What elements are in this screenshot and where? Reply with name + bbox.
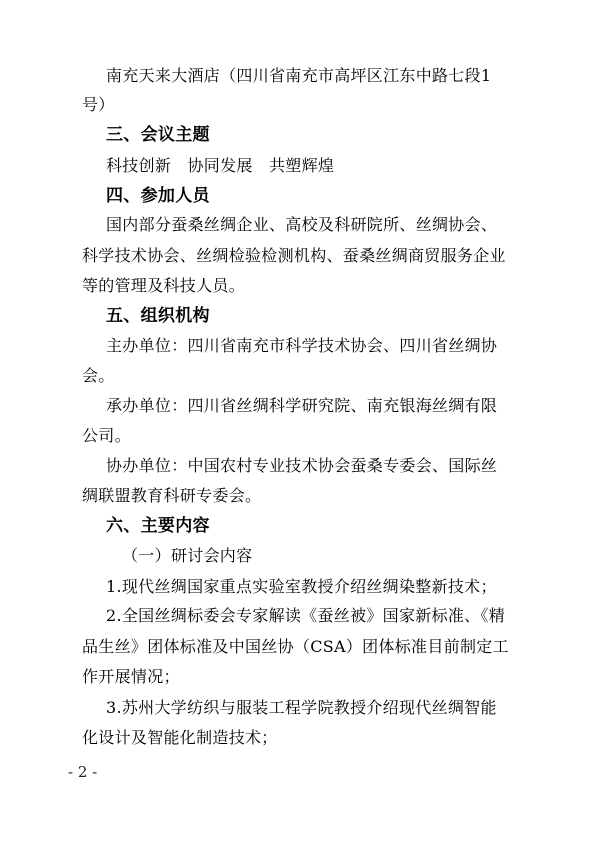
text-line: 南充天来大酒店（四川省南充市高坪区江东中路七段1 [106,66,492,85]
text-line: 3.苏州大学纺织与服装工程学院教授介绍现代丝绸智能 [106,698,497,717]
section-heading: 三、会议主题 [106,125,210,145]
text-line: 化设计及智能化制造技术； [82,728,278,747]
text-line: 绸联盟教育科研专委会。 [82,486,262,505]
text-line: 会。 [82,366,115,385]
text-line: 科技创新 协同发展 共塑辉煌 [106,156,335,175]
sub-heading: （一）研讨会内容 [122,546,253,565]
text-line: 1.现代丝绸国家重点实验室教授介绍丝绸染整新技术； [106,577,497,596]
text-line: 主办单位：四川省南充市科学技术协会、四川省丝绸协 [106,336,498,355]
text-line: 号） [82,95,115,114]
section-heading: 四、参加人员 [106,186,210,206]
text-line: 作开展情况； [82,667,180,686]
page-number: - 2 - [68,763,98,781]
text-line: 国内部分蚕桑丝绸企业、高校及科研院所、丝绸协会、 [106,215,498,234]
section-heading: 六、主要内容 [106,516,210,536]
text-line: 协办单位：中国农村专业技术协会蚕桑专委会、国际丝 [106,456,498,475]
section-heading: 五、组织机构 [106,306,210,326]
text-line: 2.全国丝绸标委会专家解读《蚕丝被》国家新标准、《精 [106,606,506,625]
text-line: 公司。 [82,426,131,445]
text-line: 科学技术协会、丝绸检验检测机构、蚕桑丝绸商贸服务企业 [82,246,506,265]
text-line: 承办单位：四川省丝绸科学研究院、南充银海丝绸有限 [106,396,498,415]
text-line: 等的管理及科技人员。 [82,276,246,295]
text-line: 品生丝》团体标准及中国丝协（CSA）团体标准目前制定工 [82,637,509,656]
